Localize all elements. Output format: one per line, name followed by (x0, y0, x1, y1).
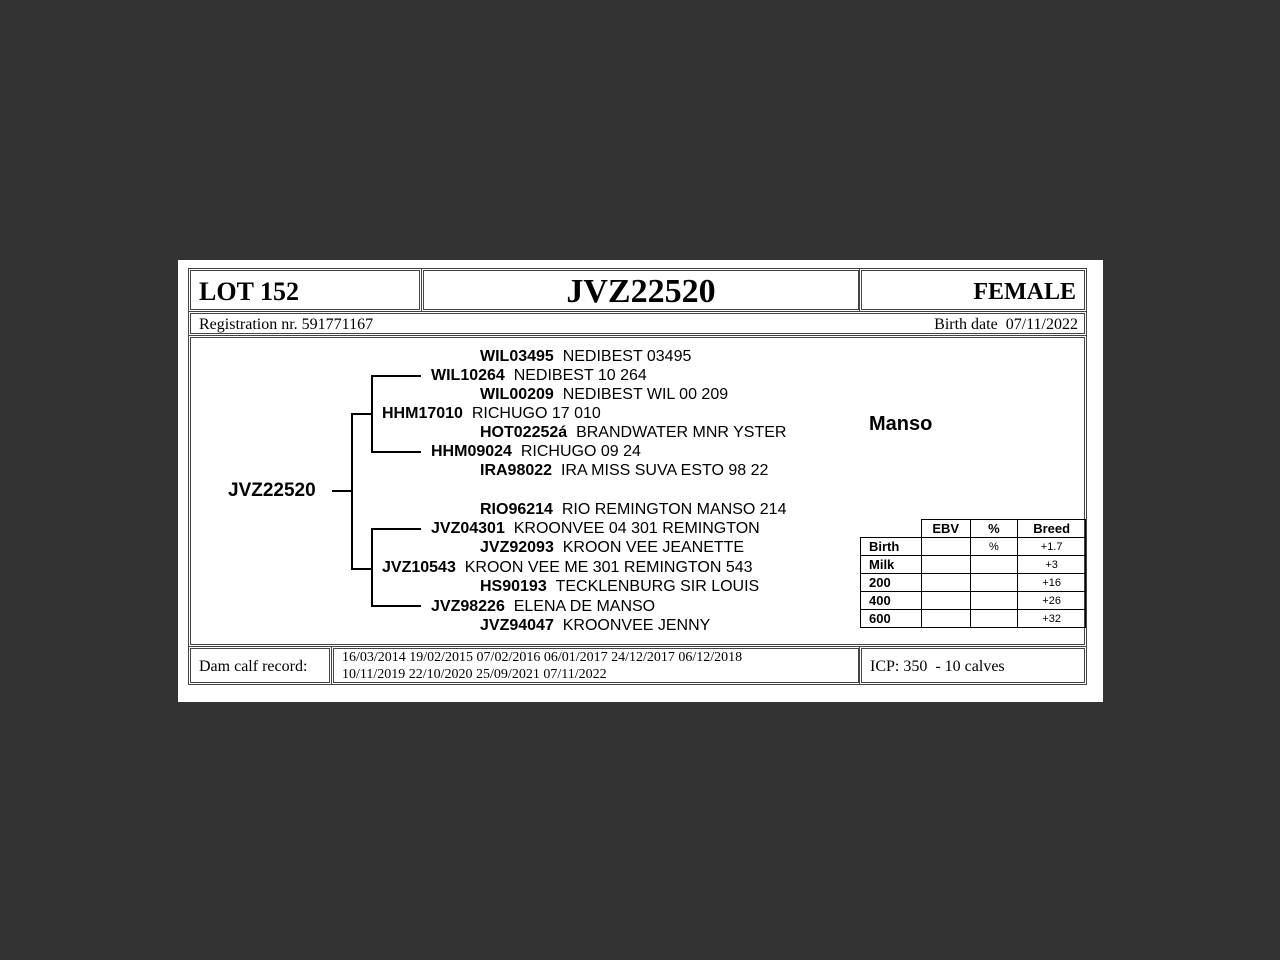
pedigree-sire-dam-dam: IRA98022 IRA MISS SUVA ESTO 98 22 (480, 462, 769, 479)
breeder-name: Manso (869, 413, 933, 435)
pedigree-subject: JVZ22520 (228, 480, 316, 501)
registration-number: 591771167 (301, 316, 374, 333)
dam-calf-label: Dam calf record: (199, 658, 308, 675)
ebv-header-row (861, 520, 1086, 538)
ebv-table (860, 519, 1086, 628)
pedigree-sire-dam-sire: HOT02252á BRANDWATER MNR YSTER (480, 424, 787, 441)
ebv-row: 200 +16 (861, 574, 1086, 592)
pedigree-connector (371, 528, 373, 607)
pedigree-connector (371, 375, 373, 453)
dam-calf-dates-box (331, 646, 861, 685)
pedigree-sire-sire: WIL10264 NEDIBEST 10 264 (431, 367, 647, 384)
pedigree-connector (371, 375, 421, 377)
ebv-header-breed: Breed (1018, 520, 1086, 538)
icp-box (859, 646, 1087, 685)
pedigree-dam-sire-dam: JVZ92093 KROON VEE JEANETTE (480, 539, 745, 556)
pedigree-dam: JVZ10543 KROON VEE ME 301 REMINGTON 543 (382, 559, 753, 576)
ebv-header-pct: % (970, 520, 1018, 538)
pedigree-connector (351, 413, 353, 570)
pedigree-sire-sire-dam: WIL00209 NEDIBEST WIL 00 209 (480, 386, 729, 403)
birth-date-label: Birth date (934, 316, 998, 333)
pedigree-connector (371, 528, 421, 530)
ebv-row: Milk +3 (861, 556, 1086, 574)
dam-calf-label-box (188, 646, 332, 685)
animal-id-title: JVZ22520 (566, 273, 716, 310)
dam-calf-dates-line2: 10/11/2019 22/10/2020 25/09/2021 07/11/2022 (342, 667, 607, 682)
animal-id-box (421, 268, 861, 312)
pedigree-dam-dam: JVZ98226 ELENA DE MANSO (431, 598, 656, 615)
registration-text (199, 316, 373, 334)
lot-number: LOT 152 (199, 277, 299, 306)
pedigree-dam-dam-dam: JVZ94047 KROONVEE JENNY (480, 617, 711, 634)
pedigree-connector (371, 451, 421, 453)
birth-date-text (934, 316, 1078, 334)
ebv-row: 400 +26 (861, 592, 1086, 610)
registration-row (188, 311, 1087, 336)
pedigree-dam-sire: JVZ04301 KROONVEE 04 301 REMINGTON (431, 520, 760, 537)
sex-box (859, 268, 1087, 312)
icp-text: ICP: 350 - 10 calves (870, 658, 1005, 675)
birth-date-value: 07/11/2022 (1005, 316, 1078, 333)
ebv-header-ebv: EBV (921, 520, 970, 538)
sex-label: FEMALE (973, 279, 1076, 305)
registration-label: Registration nr. (199, 316, 298, 333)
pedigree-sire-dam: HHM09024 RICHUGO 09 24 (431, 443, 641, 460)
lot-card (178, 260, 1103, 702)
pedigree-dam-dam-sire: HS90193 TECKLENBURG SIR LOUIS (480, 578, 760, 595)
pedigree-sire-sire-sire: WIL03495 NEDIBEST 03495 (480, 348, 692, 365)
pedigree-dam-sire-sire: RIO96214 RIO REMINGTON MANSO 214 (480, 501, 787, 518)
pedigree-connector (371, 605, 421, 607)
pedigree-connector (351, 568, 373, 570)
dam-calf-dates-line1: 16/03/2014 19/02/2015 07/02/2016 06/01/2017 24/12/2017 06/12/2018 (342, 650, 743, 665)
ebv-row: 600 +32 (861, 610, 1086, 628)
ebv-row: Birth % +1.7 (861, 538, 1086, 556)
pedigree-connector (351, 413, 373, 415)
lot-box (188, 268, 422, 312)
pedigree-connector (332, 490, 352, 492)
pedigree-sire: HHM17010 RICHUGO 17 010 (382, 405, 601, 422)
